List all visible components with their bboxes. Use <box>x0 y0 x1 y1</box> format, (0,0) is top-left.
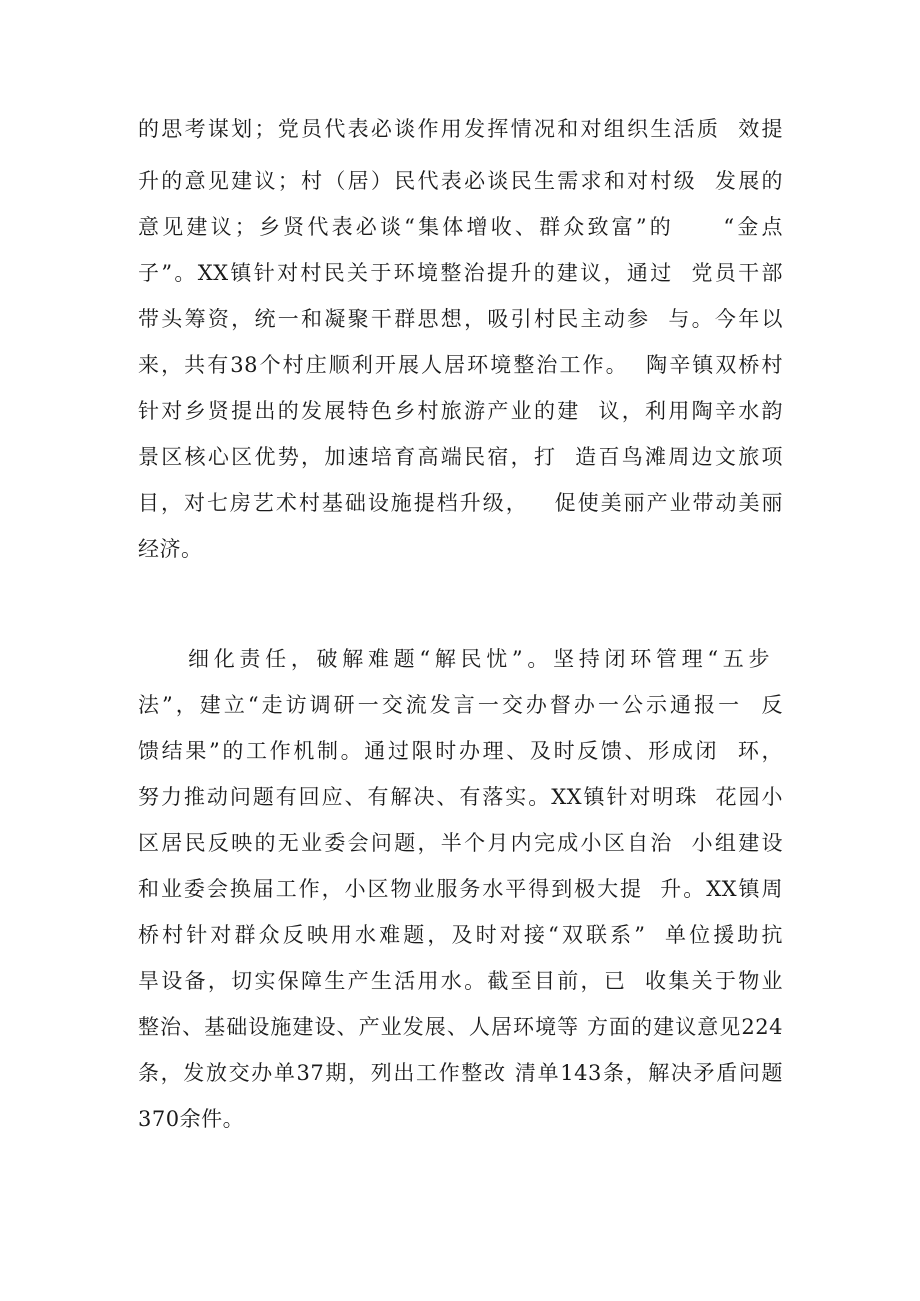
paragraph-2-line-5: 区居民反映的无业委会问题，半个月内完成小区自治 小组建设 <box>138 831 783 855</box>
paragraph-1-line-10: 经济。 <box>138 537 203 561</box>
paragraph-1-line-3: 意见建议；乡贤代表必谈“集体增收、群众致富”的 “金点 <box>138 215 783 239</box>
paragraph-1-line-1: 的思考谋划；党员代表必谈作用发挥情况和对组织生活质 效提 <box>138 117 783 141</box>
paragraph-1-line-7: 针对乡贤提出的发展特色乡村旅游产业的建 议，利用陶辛水韵 <box>138 399 783 423</box>
paragraph-2-line-9: 整治、基础设施建设、产业发展、人居环境等 方面的建议意见224 <box>138 1015 783 1039</box>
paragraph-1-line-8: 景区核心区优势，加速培育高端民宿，打 造百鸟滩周边文旅项 <box>138 445 783 469</box>
paragraph-2-line-4: 努力推动问题有回应、有解决、有落实。XX镇针对明珠 花园小 <box>138 785 783 809</box>
paragraph-2-line-8: 旱设备，切实保障生产生活用水。截至目前，已 收集关于物业 <box>138 969 783 993</box>
paragraph-1-line-6: 来，共有38个村庄顺利开展人居环境整治工作。 陶辛镇双桥村 <box>138 353 783 377</box>
paragraph-2-line-7: 桥村针对群众反映用水难题，及时对接“双联系” 单位援助抗 <box>138 923 783 947</box>
paragraph-1-line-4: 子”。XX镇针对村民关于环境整治提升的建议，通过 党员干部 <box>138 261 783 285</box>
paragraph-2-line-6: 和业委会换届工作，小区物业服务水平得到极大提 升。XX镇周 <box>138 877 783 901</box>
paragraph-1-line-5: 带头筹资，统一和凝聚干群思想，吸引村民主动参 与。今年以 <box>138 307 783 331</box>
paragraph-2-line-3: 馈结果”的工作机制。通过限时办理、及时反馈、形成闭 环， <box>138 739 783 763</box>
paragraph-1-line-2: 升的意见建议；村（居）民代表必谈民生需求和对村级 发展的 <box>138 169 783 193</box>
paragraph-2-line-2: 法”，建立“走访调研一交流发言一交办督办一公示通报一 反 <box>138 693 783 717</box>
paragraph-2-line-11: 370余件。 <box>138 1107 245 1131</box>
paragraph-2-line-1: 细化责任，破解难题“解民忧”。坚持闭环管理“五步 <box>188 647 770 671</box>
paragraph-2-line-10: 条，发放交办单37期，列出工作整改 清单143条，解决矛盾问题 <box>138 1061 783 1085</box>
paragraph-1-line-9: 目，对七房艺术村基础设施提档升级， 促使美丽产业带动美丽 <box>138 491 783 515</box>
